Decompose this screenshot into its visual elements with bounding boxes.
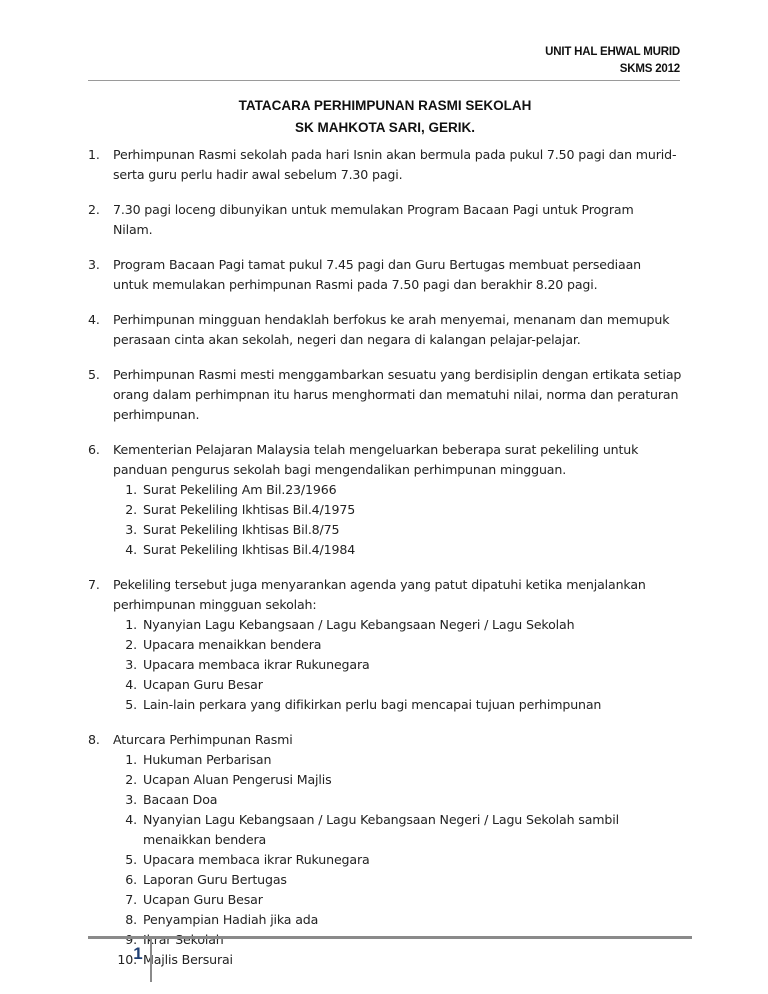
sub-list-item	[113, 655, 688, 675]
sub-list-item	[113, 950, 688, 970]
list-item	[88, 365, 688, 425]
sub-list-line: Upacara menaikkan bendera	[143, 637, 322, 652]
sub-list-text	[143, 675, 688, 695]
paragraph-line: perhimpunan mingguan sekolah:	[113, 597, 317, 612]
sub-list-line: Nyanyian Lagu Kebangsaan / Lagu Kebangsaan Negeri / Lagu Sekolah sambil	[143, 812, 619, 827]
paragraph-line: perhimpunan.	[113, 407, 200, 422]
sub-list-number: 7.	[125, 892, 137, 907]
list-item	[88, 310, 688, 350]
sub-list-item	[113, 910, 688, 930]
document-title	[0, 95, 768, 139]
sub-list-item	[113, 675, 688, 695]
sub-list-text	[143, 810, 688, 850]
sub-list-line: Upacara membaca ikrar Rukunegara	[143, 852, 370, 867]
sub-list-item	[113, 615, 688, 635]
paragraph-line: Program Bacaan Pagi tamat pukul 7.45 pagi dan Guru Bertugas membuat persediaan	[113, 257, 641, 272]
sub-list-number: 3.	[125, 792, 137, 807]
header-unit-name: UNIT HAL EHWAL MURID	[545, 46, 680, 58]
sub-list-number: 2.	[125, 772, 137, 787]
sub-list-line: Lain-lain perkara yang difikirkan perlu bagi mencapai tujuan perhimpunan	[143, 697, 602, 712]
sub-list-text	[143, 850, 688, 870]
sub-list-number: 2.	[125, 637, 137, 652]
list-item-content	[113, 365, 688, 425]
sub-list-line: Surat Pekeliling Am Bil.23/1966	[143, 482, 337, 497]
sub-list-number: 4.	[125, 812, 137, 827]
list-item-content	[113, 440, 688, 560]
list-item-number: 8.	[88, 732, 100, 747]
sub-list-number: 4.	[125, 677, 137, 692]
paragraph-line: Perhimpunan Rasmi sekolah pada hari Isnin akan bermula pada pukul 7.50 pagi dan murid-	[113, 147, 677, 162]
sub-list-number: 3.	[125, 522, 137, 537]
list-item-content	[113, 730, 688, 970]
sub-list-item	[113, 870, 688, 890]
footer-divider	[88, 936, 692, 939]
sub-list-number: 1.	[125, 482, 137, 497]
list-item	[88, 200, 688, 240]
list-item-number: 5.	[88, 367, 100, 382]
paragraph-line: serta guru perlu hadir awal sebelum 7.30 pagi.	[113, 167, 403, 182]
list-item-number: 4.	[88, 312, 100, 327]
sub-list-line: Surat Pekeliling Ikhtisas Bil.4/1984	[143, 542, 356, 557]
sub-list-line: Ucapan Guru Besar	[143, 892, 263, 907]
sub-list-item	[113, 890, 688, 910]
paragraph-line: panduan pengurus sekolah bagi mengendalikan perhimpunan mingguan.	[113, 462, 567, 477]
sub-list-line: Penyampian Hadiah jika ada	[143, 912, 319, 927]
sub-list-text	[143, 750, 688, 770]
sub-list-text	[143, 930, 688, 950]
paragraph-line: Perhimpunan Rasmi mesti menggambarkan sesuatu yang berdisiplin dengan ertikata setiap	[113, 367, 682, 382]
sub-list-text	[143, 790, 688, 810]
paragraph-line: Kementerian Pelajaran Malaysia telah mengeluarkan beberapa surat pekeliling untuk	[113, 442, 639, 457]
paragraph-line: Perhimpunan mingguan hendaklah berfokus ke arah menyemai, menanam dan memupuk	[113, 312, 670, 327]
document-body	[88, 145, 688, 985]
sub-list-line: Ikrar Sekolah	[143, 932, 224, 947]
sub-list-item	[113, 930, 688, 950]
sub-list-text	[143, 870, 688, 890]
sub-list-item	[113, 750, 688, 770]
sub-list-number: 1.	[125, 617, 137, 632]
sub-list-text	[143, 520, 688, 540]
sub-list-item	[113, 635, 688, 655]
list-item	[88, 440, 688, 560]
sub-list-text	[143, 890, 688, 910]
sub-list-text	[143, 655, 688, 675]
sub-list-number: 10.	[117, 952, 137, 967]
sub-list-item	[113, 520, 688, 540]
footer-vertical-bar	[150, 938, 152, 982]
list-item-content	[113, 255, 688, 295]
sub-list-number: 5.	[125, 697, 137, 712]
sub-list-item	[113, 790, 688, 810]
sub-list-text	[143, 950, 688, 970]
list-item-content	[113, 575, 688, 715]
list-item	[88, 145, 688, 185]
list-item-number: 6.	[88, 442, 100, 457]
sub-list-item	[113, 540, 688, 560]
sub-list-line: Bacaan Doa	[143, 792, 218, 807]
sub-list-text	[143, 540, 688, 560]
sub-list-text	[143, 635, 688, 655]
sub-list-number: 6.	[125, 872, 137, 887]
sub-list-item	[113, 850, 688, 870]
sub-list-item	[113, 480, 688, 500]
title-line-2: SK MAHKOTA SARI, GERIK.	[294, 120, 475, 135]
sub-list-number: 1.	[125, 752, 137, 767]
paragraph-line: Aturcara Perhimpunan Rasmi	[113, 732, 293, 747]
sub-list-line: Laporan Guru Bertugas	[143, 872, 287, 887]
sub-list-text	[143, 695, 688, 715]
sub-list-text	[143, 480, 688, 500]
sub-list-text	[143, 615, 688, 635]
sub-list-number: 4.	[125, 542, 137, 557]
sub-list-line: Nyanyian Lagu Kebangsaan / Lagu Kebangsaan Negeri / Lagu Sekolah	[143, 617, 575, 632]
sub-list-line: Ucapan Aluan Pengerusi Majlis	[143, 772, 332, 787]
sub-list-line: Upacara membaca ikrar Rukunegara	[143, 657, 370, 672]
title-line-1: TATACARA PERHIMPUNAN RASMI SEKOLAH	[238, 98, 532, 113]
list-item-number: 1.	[88, 147, 100, 162]
sub-list-text	[143, 500, 688, 520]
page-header	[545, 44, 680, 78]
sub-list-line: Majlis Bersurai	[143, 952, 233, 967]
list-item-content	[113, 145, 688, 185]
sub-list-text	[143, 770, 688, 790]
list-item-number: 3.	[88, 257, 100, 272]
sub-list-item	[113, 695, 688, 715]
paragraph-line: orang dalam perhimpnan itu harus menghormati dan mematuhi nilai, norma dan peraturan	[113, 387, 679, 402]
sub-list-line: Surat Pekeliling Ikhtisas Bil.4/1975	[143, 502, 356, 517]
paragraph-line: Pekeliling tersebut juga menyarankan agenda yang patut dipatuhi ketika menjalankan	[113, 577, 646, 592]
sub-list-item	[113, 500, 688, 520]
sub-list-text	[143, 910, 688, 930]
paragraph-line: perasaan cinta akan sekolah, negeri dan negara di kalangan pelajar-pelajar.	[113, 332, 581, 347]
sub-list-number: 8.	[125, 912, 137, 927]
sub-list-number: 2.	[125, 502, 137, 517]
sub-list-item	[113, 810, 688, 850]
paragraph-line: 7.30 pagi loceng dibunyikan untuk memulakan Program Bacaan Pagi untuk Program	[113, 202, 634, 217]
list-item-content	[113, 310, 688, 350]
sub-list-line: Hukuman Perbarisan	[143, 752, 272, 767]
header-school-code: SKMS 2012	[619, 63, 680, 75]
list-item	[88, 575, 688, 715]
sub-list-number: 5.	[125, 852, 137, 867]
sub-list-number: 3.	[125, 657, 137, 672]
paragraph-line: untuk memulakan perhimpunan Rasmi pada 7.50 pagi dan berakhir 8.20 pagi.	[113, 277, 598, 292]
list-item-content	[113, 200, 688, 240]
sub-list-number: 9.	[125, 932, 137, 947]
list-item	[88, 730, 688, 970]
sub-list-line: menaikkan bendera	[143, 832, 267, 847]
sub-list-item	[113, 770, 688, 790]
header-divider	[88, 80, 680, 81]
page-number: 1	[133, 944, 143, 963]
sub-list-line: Ucapan Guru Besar	[143, 677, 263, 692]
list-item-number: 7.	[88, 577, 100, 592]
paragraph-line: Nilam.	[113, 222, 153, 237]
sub-list-line: Surat Pekeliling Ikhtisas Bil.8/75	[143, 522, 340, 537]
list-item	[88, 255, 688, 295]
list-item-number: 2.	[88, 202, 100, 217]
